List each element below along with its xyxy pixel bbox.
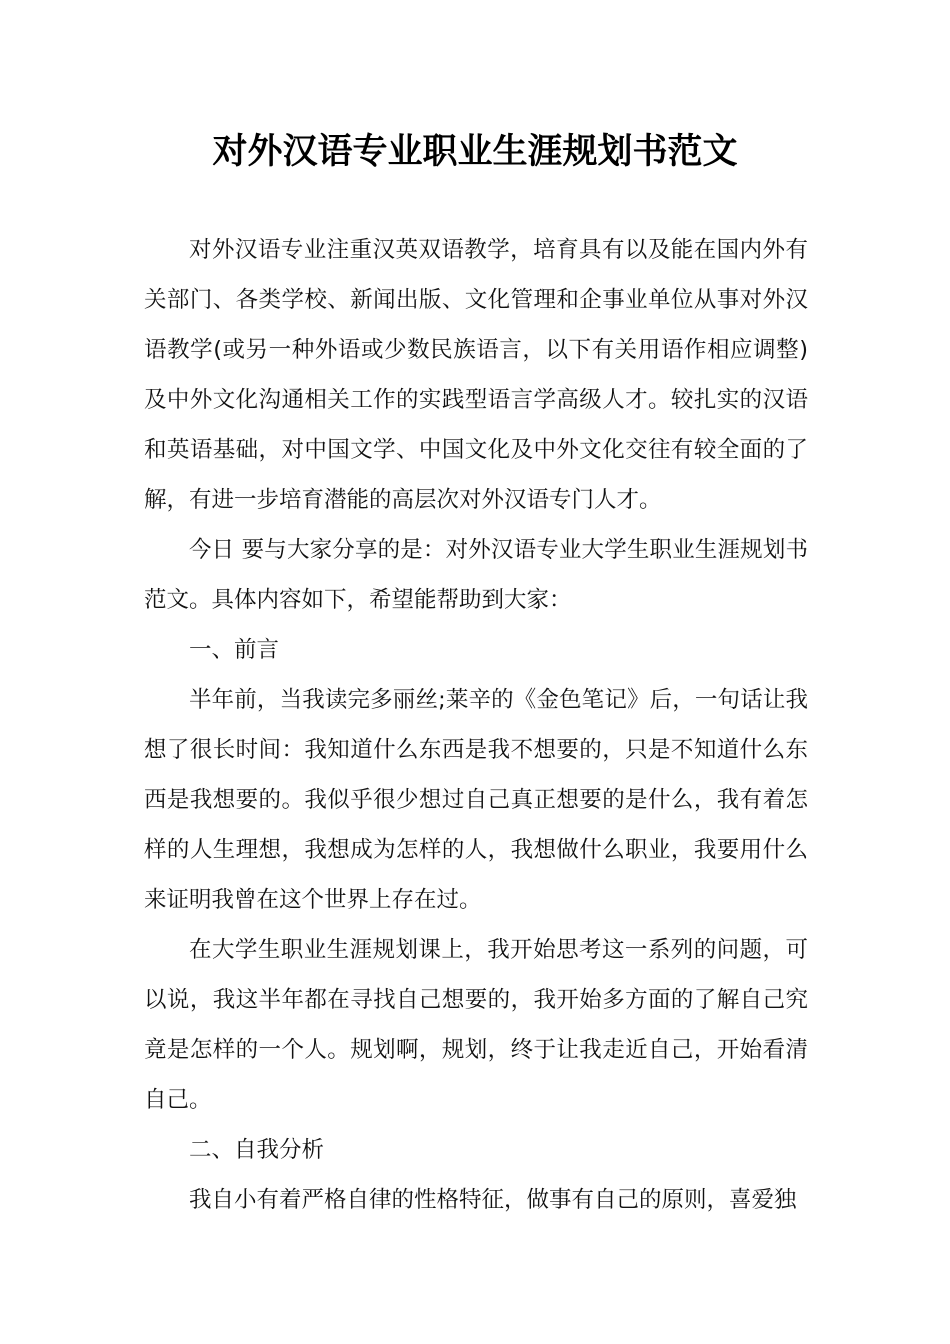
paragraph-preface-2: 在大学生职业生涯规划课上，我开始思考这一系列的问题，可以说，我这半年都在寻找自己想要的，我开始多方面的了解自己究竟是怎样的一个人。规划啊，规划，终于让我走近自己，开始看清自己。	[144, 937, 808, 1113]
paragraph-preface-1: 半年前，当我读完多丽丝;莱辛的《金色笔记》后，一句话让我想了很长时间：我知道什么东西是我不想要的，只是不知道什么东西是我想要的。我似乎很少想过自己真正想要的是什么，我有着怎样的人生理想，我想成为怎样的人，我想做什么职业，我要用什么来证明我曾在这个世界上存在过。	[144, 687, 808, 913]
document-body	[144, 225, 808, 1225]
paragraph-intro: 对外汉语专业注重汉英双语教学，培育具有以及能在国内外有关部门、各类学校、新闻出版、文化管理和企事业单位从事对外汉语教学(或另一种外语或少数民族语言，以下有关用语作相应调整)及中外文化沟通相关工作的实践型语言学高级人才。较扎实的汉语和英语基础，对中国文学、中国文化及中外文化交往有较全面的了解，有进一步培育潜能的高层次对外汉语专门人才。	[144, 237, 808, 513]
section-heading-preface: 一、前言	[189, 637, 280, 663]
section-heading-self-analysis: 二、自我分析	[189, 1137, 325, 1163]
paragraph-self-analysis: 我自小有着严格自律的性格特征，做事有自己的原则，喜爱独	[189, 1187, 797, 1213]
paragraph-sharing: 今日 要与大家分享的是：对外汉语专业大学生职业生涯规划书范文。具体内容如下，希望能帮助到大家：	[144, 537, 808, 613]
document-title: 对外汉语专业职业生涯规划书范文	[212, 132, 738, 172]
